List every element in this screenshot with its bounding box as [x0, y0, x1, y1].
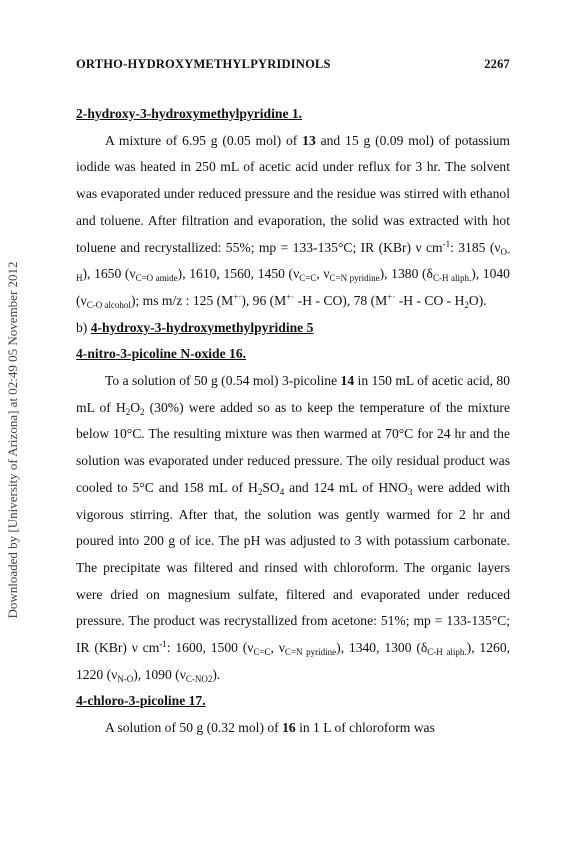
compound-ref: 14 — [340, 373, 355, 389]
heading-hydroxypyridine: 2-hydroxy-3-hydroxymethylpyridine 1. — [76, 106, 303, 121]
heading-chloro-picoline: 4-chloro-3-picoline 17. — [76, 693, 206, 709]
page-number: 2267 — [484, 57, 510, 71]
paragraph: To a solution of 50 g (0.54 mol) 3-picoline 14 in 150 mL of acetic acid, 80 mL of $H_2O_2$ (30%) were added so as to keep the temperature of the mixture below 10°C. The resulting mixture was then warmed at 70°C for 24 hr and the solution was evaporated under reduced pressure. The oily residual product was cooled to 5°C and 158 mL of $H_2SO_4$ and 124 mL of $HNO_3$ were added with vigorous stirring. After that, the solution was gently warmed for 2 hr and poured into 200 g of ice. The pH was adjusted to 3 with potassium carbonate. The precipitate was filtered and rinsed with chloroform. The organic layers were dried on magnesium sulfate, filtered and evaporated under reduced pressure. The product was recrystallized from acetone: 51%; mp = 133-135°C; IR (KBr) ν $cm^{-1}$: 1600, 1500 ($\nu_{C=C}$, $\nu_{C=N pyridine}$), 1340, 1300 $(\delta_{C-H aliph.})$, 1260, 1220 $(\nu_{N-O})$, 1090 $(\nu_{C-NO2})$. — [76, 373, 511, 684]
download-watermark — [2, 190, 24, 690]
paragraph: A solution of 50 g (0.32 mol) of 16 in 1 L of chloroform was — [105, 720, 435, 736]
running-title: ORTHO-HYDROXYMETHYLPYRIDINOLS — [76, 57, 331, 71]
compound-ref: 16 — [282, 720, 296, 736]
compound-ref: 13 — [302, 132, 316, 148]
section-heading — [76, 688, 510, 715]
paragraph: A mixture of 6.95 g (0.05 mol) of 13 and 15 g (0.09 mol) of potassium iodide was heated in 250 mL of acetic acid under reflux for 3 hr. The solvent was evaporated under reduced pressure and the residue was stirred with ethanol and toluene. After filtration and evaporation, the solid was extracted with hot toluene and recrystallized: 55%; mp = 133-135°C; IR (KBr) ν $cm^{-1}$: 3185 $(\nu_{O-H})$, 1650 $(\nu_{C=O amide})$, 1610, 1560, 1450 ($\nu_{C=C}$, $\nu_{C=N pyridine}$), 1380 $(\delta_{C-H aliph.})$, 1040 $(\nu_{C-O alcohol})$; ms m/z : 125 (M+·), 96 (M+· -H - CO), 78 (M+· -H - CO - $H_2O$). — [76, 132, 510, 310]
section-heading — [76, 101, 510, 128]
section-label: b) — [76, 319, 88, 335]
download-notice: Downloaded by [University of Arizona] at 02:49 05 November 2012 — [5, 261, 20, 619]
body-text — [76, 101, 510, 742]
section-heading — [76, 315, 510, 342]
heading-hydroxymethylpyridine: 4-hydroxy-3-hydroxymethylpyridine 5 — [90, 319, 314, 335]
heading-nitro-picoline: 4-nitro-3-picoline N-oxide 16. — [76, 346, 247, 362]
section-heading — [76, 341, 510, 368]
